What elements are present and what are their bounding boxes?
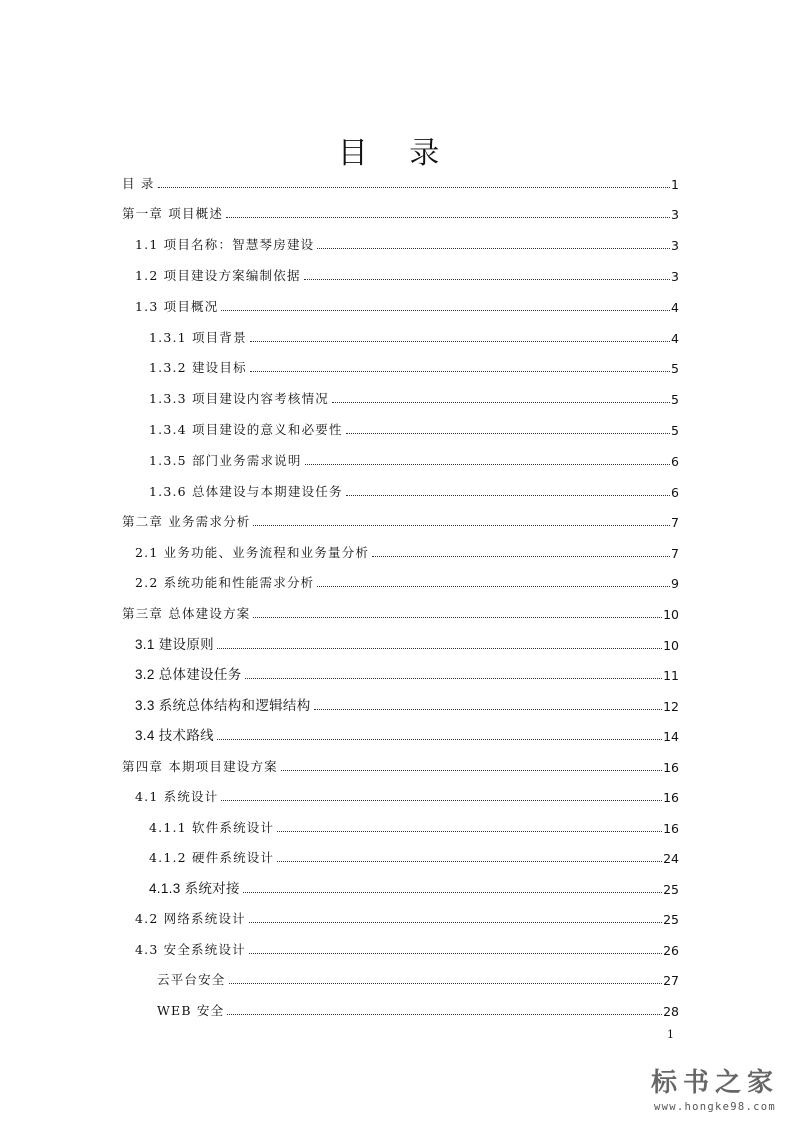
toc-entry[interactable] xyxy=(135,663,679,683)
toc-entry[interactable] xyxy=(135,633,679,653)
dot-leader xyxy=(281,770,662,771)
toc-entry-label: 1.1 项目名称：智慧琴房建设 xyxy=(135,237,315,252)
toc-entry-page: 6 xyxy=(671,454,679,469)
toc-entry[interactable] xyxy=(122,755,679,775)
toc-entry-label: 1.3.3 项目建设内容考核情况 xyxy=(149,391,329,406)
page-title: 目 录 xyxy=(337,136,456,171)
dot-leader xyxy=(221,310,670,311)
toc-entry-page: 5 xyxy=(671,361,679,376)
dot-leader xyxy=(245,678,663,679)
dot-leader xyxy=(317,248,670,249)
toc-entry[interactable] xyxy=(135,541,679,561)
toc-entry-label: 云平台安全 xyxy=(157,972,226,987)
toc-entry-label: 4.1.1 软件系统设计 xyxy=(149,820,275,835)
toc-entry-page: 25 xyxy=(663,912,679,927)
toc-entry-page: 4 xyxy=(671,331,679,346)
toc-entry-label: 第四章 本期项目建设方案 xyxy=(122,759,278,774)
toc-entry-label: 3.1 建设原则 xyxy=(135,637,214,652)
dot-leader xyxy=(226,217,670,218)
toc-entry-label: WEB 安全 xyxy=(157,1003,225,1018)
toc-entry-page: 3 xyxy=(671,269,679,284)
watermark-url: www.hongke98.com xyxy=(654,1101,776,1113)
toc-entry-label: 4.1.2 硬件系统设计 xyxy=(149,850,275,865)
toc-entry[interactable] xyxy=(135,295,679,315)
dot-leader xyxy=(277,831,662,832)
dot-leader xyxy=(277,861,662,862)
toc-entry[interactable] xyxy=(122,510,679,530)
toc-entry-label: 1.3 项目概况 xyxy=(135,299,219,314)
dot-leader xyxy=(304,279,670,280)
toc-entry[interactable] xyxy=(149,418,679,438)
toc-entry-label: 1.3.4 项目建设的意义和必要性 xyxy=(149,422,343,437)
toc-entry-page: 14 xyxy=(663,729,679,744)
toc-entry-page: 4 xyxy=(671,300,679,315)
toc-entry[interactable] xyxy=(149,326,679,346)
toc-entry[interactable] xyxy=(135,233,679,253)
dot-leader xyxy=(250,341,670,342)
toc-entry[interactable] xyxy=(149,846,679,866)
toc-entry[interactable] xyxy=(149,356,679,376)
toc-entry-label: 3.3 系统总体结构和逻辑结构 xyxy=(135,698,311,713)
dot-leader xyxy=(249,953,662,954)
toc-entry[interactable] xyxy=(135,694,679,714)
toc-entry-label: 1.3.1 项目背景 xyxy=(149,330,247,345)
toc-entry-page: 3 xyxy=(671,238,679,253)
toc-entry-page: 25 xyxy=(663,882,679,897)
dot-leader xyxy=(243,892,662,893)
toc-entry-page: 27 xyxy=(663,973,679,988)
toc-entry-label: 3.2 总体建设任务 xyxy=(135,667,242,682)
toc-entry[interactable] xyxy=(149,480,679,500)
toc-entry-page: 10 xyxy=(663,607,679,622)
page-number: 1 xyxy=(667,1028,674,1041)
toc-entry[interactable] xyxy=(157,968,679,988)
toc-entry-page: 5 xyxy=(671,392,679,407)
toc-entry-label: 1.3.5 部门业务需求说明 xyxy=(149,453,302,468)
dot-leader xyxy=(217,739,662,740)
dot-leader xyxy=(314,709,663,710)
toc-entry[interactable] xyxy=(149,387,679,407)
dot-leader xyxy=(372,556,670,557)
dot-leader xyxy=(250,371,670,372)
toc-entry-label: 4.1 系统设计 xyxy=(135,789,219,804)
toc-entry-page: 16 xyxy=(663,790,679,805)
toc-entry-page: 12 xyxy=(663,699,679,714)
toc-entry-page: 16 xyxy=(663,760,679,775)
dot-leader xyxy=(346,433,670,434)
dot-leader xyxy=(217,648,662,649)
toc-entry[interactable] xyxy=(122,202,679,222)
toc-entry-label: 第三章 总体建设方案 xyxy=(122,606,251,621)
toc-entry-label: 1.3.2 建设目标 xyxy=(149,360,247,375)
toc-entry-page: 28 xyxy=(663,1004,679,1019)
toc-entry[interactable] xyxy=(157,999,679,1019)
toc-entry-label: 3.4 技术路线 xyxy=(135,728,214,743)
toc-entry-page: 16 xyxy=(663,821,679,836)
toc-entry-label: 1.3.6 总体建设与本期建设任务 xyxy=(149,484,343,499)
toc-entry-label: 4.2 网络系统设计 xyxy=(135,911,246,926)
toc-entry[interactable] xyxy=(122,172,679,192)
toc-entry-page: 11 xyxy=(663,668,679,683)
toc-entry[interactable] xyxy=(149,877,679,897)
toc-entry[interactable] xyxy=(135,264,679,284)
toc-entry-label: 目 录 xyxy=(122,176,155,191)
toc-entry[interactable] xyxy=(135,785,679,805)
toc-entry-label: 第二章 业务需求分析 xyxy=(122,514,251,529)
toc-entry[interactable] xyxy=(135,938,679,958)
toc-entry-label: 2.1 业务功能、业务流程和业务量分析 xyxy=(135,545,370,560)
toc-entry-page: 7 xyxy=(671,546,679,561)
dot-leader xyxy=(229,983,663,984)
toc-entry[interactable] xyxy=(135,724,679,744)
toc-entry-page: 26 xyxy=(663,943,679,958)
toc-entry-page: 1 xyxy=(671,177,679,192)
toc-entry-page: 9 xyxy=(671,576,679,591)
dot-leader xyxy=(249,922,662,923)
dot-leader xyxy=(158,187,670,188)
toc-entry-page: 3 xyxy=(671,207,679,222)
toc-entry[interactable] xyxy=(122,602,679,622)
toc-entry[interactable] xyxy=(149,449,679,469)
dot-leader xyxy=(221,800,662,801)
dot-leader xyxy=(253,617,662,618)
dot-leader xyxy=(305,464,670,465)
toc-entry[interactable] xyxy=(135,571,679,591)
toc-entry-page: 10 xyxy=(663,638,679,653)
toc-entry-page: 7 xyxy=(671,515,679,530)
toc-entry[interactable] xyxy=(149,816,679,836)
watermark xyxy=(640,1062,790,1113)
toc-entry-label: 4.3 安全系统设计 xyxy=(135,942,246,957)
toc-entry-page: 6 xyxy=(671,485,679,500)
watermark-logo: 标书之家 xyxy=(650,1068,779,1098)
dot-leader xyxy=(253,525,670,526)
toc-entry[interactable] xyxy=(135,907,679,927)
dot-leader xyxy=(317,586,670,587)
toc-entry-label: 1.2 项目建设方案编制依据 xyxy=(135,268,301,283)
dot-leader xyxy=(346,495,670,496)
toc-entry-page: 5 xyxy=(671,423,679,438)
dot-leader xyxy=(227,1014,662,1015)
toc-entry-label: 2.2 系统功能和性能需求分析 xyxy=(135,575,315,590)
toc-entry-label: 4.1.3 系统对接 xyxy=(149,881,240,896)
toc-entry-label: 第一章 项目概述 xyxy=(122,206,224,221)
toc-entry-page: 24 xyxy=(663,851,679,866)
dot-leader xyxy=(332,402,670,403)
